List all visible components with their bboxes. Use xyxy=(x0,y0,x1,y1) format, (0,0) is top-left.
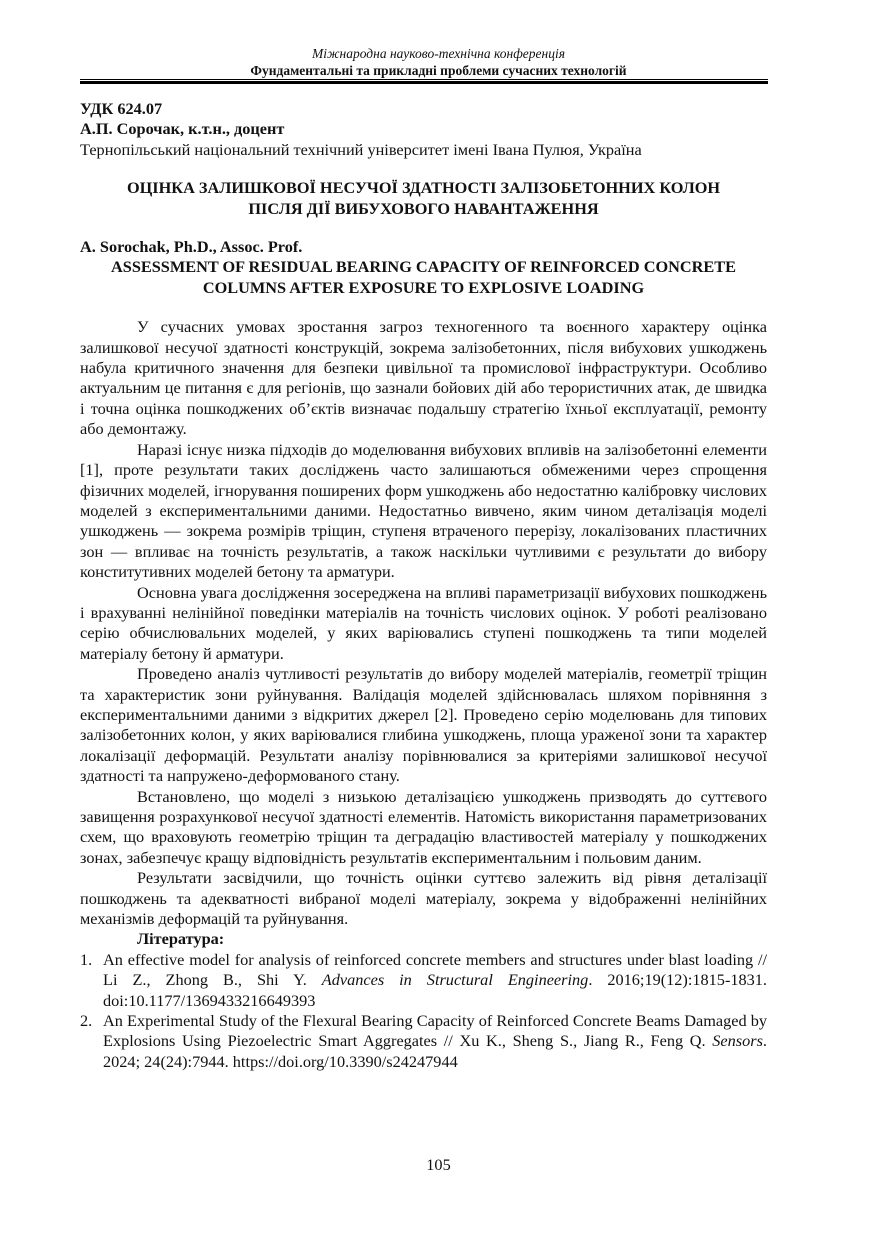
reference-text xyxy=(103,1011,767,1072)
reference-item xyxy=(80,1011,767,1072)
reference-journal: Advances in Structural Engineering xyxy=(321,970,589,990)
reference-text xyxy=(103,950,767,1011)
conference-title: Фундаментальні та прикладні проблеми сучасних технологій xyxy=(250,63,627,78)
paragraph: Основна увага дослідження зосереджена на впливі параметризації вибухових пошкоджень і врахуванні нелінійної поведінки матеріалів на точність числових оцінок. У роботі реалізовано серію обчислювальних моделей, у яких варіювались ступені пошкоджень та типи моделей матеріалу бетону й арматури. xyxy=(80,582,767,663)
reference-text-post: . 2024; 24(24):7944. https://doi.org/10.3390/s24247944 xyxy=(103,1031,767,1071)
author-uk: А.П. Сорочак, к.т.н., доцент xyxy=(80,119,285,139)
title-en-line: ASSESSMENT OF RESIDUAL BEARING CAPACITY OF REINFORCED CONCRETE xyxy=(111,257,736,277)
paragraph: Наразі існує низка підходів до моделювання вибухових впливів на залізобетонні елементи [1], проте результати таких досліджень часто залишаються обмеженими через спрощення фізичних моделей, ігнорування поширених форм ушкоджень або недостатню калібровку числових моделей з експериментальними даними. Недостатньо вивчено, яким чином деталізація моделі ушкоджень — зокрема розмірів тріщин, ступеня втраченого перерізу, локалізованих пластичних зон — впливає на точність результатів, а також наскільки чутливими є результати до вибору конститутивних моделей бетону та арматури. xyxy=(80,439,767,582)
title-uk xyxy=(80,178,767,219)
references-list xyxy=(80,950,767,1072)
title-uk-line: ПІСЛЯ ДІЇ ВИБУХОВОГО НАВАНТАЖЕННЯ xyxy=(248,198,599,218)
page-number: 105 xyxy=(426,1155,451,1174)
abstract-body xyxy=(80,317,767,929)
paragraph: Проведено аналіз чутливості результатів до вибору моделей матеріалів, геометрії тріщин та характеристик зони руйнування. Валідація моделей здійснювалась шляхом порівняння з експериментальними даними з відкритих джерел [2]. Проведено серію моделювань для типових залізобетонних колон, у яких варіювалися глибина ушкоджень, площа ураженої зони та характер локалізації деформацій. Результати аналізу порівнювалися за критеріями залишкової несучої здатності та напружено-деформованого стану. xyxy=(80,664,767,786)
author-en: A. Sorochak, Ph.D., Assoc. Prof. xyxy=(80,237,303,257)
header-rule-thick xyxy=(80,81,768,84)
udk-code: УДК 624.07 xyxy=(80,99,163,118)
reference-number: 1. xyxy=(80,949,93,969)
title-uk-line: ОЦІНКА ЗАЛИШКОВОЇ НЕСУЧОЇ ЗДАТНОСТІ ЗАЛІЗОБЕТОННИХ КОЛОН xyxy=(126,178,721,198)
title-en-line: COLUMNS AFTER EXPOSURE TO EXPLOSIVE LOADING xyxy=(202,277,645,297)
conference-name: Міжнародна науково-технічна конференція xyxy=(311,46,566,61)
reference-item xyxy=(80,950,767,1011)
reference-text-post: . 2016;19(12):1815-1831. doi:10.1177/1369433216649393 xyxy=(103,970,767,1010)
affiliation: Тернопільський національний технічний університет імені Івана Пулюя, Україна xyxy=(80,139,642,159)
paragraph: Встановлено, що моделі з низькою деталізацією ушкоджень призводять до суттєвого завищення розрахункової несучої здатності елементів. Натомість використання параметризованих схем, що враховують геометрію тріщин та деградацію властивостей матеріалу у пошкоджених зонах, забезпечує кращу відповідність результатів експериментальним і польовим даним. xyxy=(80,786,767,867)
reference-journal: Sensors xyxy=(712,1031,763,1051)
paper-body xyxy=(80,99,767,1072)
reference-text-pre: An Experimental Study of the Flexural Bearing Capacity of Reinforced Concrete Beams Damaged by Explosions Using Piezoelectric Smart Aggregates // Xu K., Sheng S., Jiang R., Feng Q. xyxy=(103,1011,767,1051)
header-rule-thin xyxy=(80,79,768,80)
reference-text-pre: An effective model for analysis of reinforced concrete members and structures under blast loading // Li Z., Zhong B., Shi Y. xyxy=(103,949,767,990)
reference-number: 2. xyxy=(80,1011,93,1031)
paragraph: Результати засвідчили, що точність оцінки суттєво залежить від рівня деталізації пошкоджень та адекватності вибраної моделі матеріалу, зокрема у відображенні нелінійних механізмів деформацій та руйнування. xyxy=(80,868,767,929)
paragraph: У сучасних умовах зростання загроз техногенного та воєнного характеру оцінка залишкової несучої здатності конструкцій, зокрема залізобетонних, після вибухових ушкоджень набула критичного значення для безпеки цивільної та промислової інфраструктури. Особливо актуальним це питання є для регіонів, що зазнали бойових дій або терористичних атак, де швидка і точна оцінка пошкоджених об’єктів визначає подальшу стратегію їхньої експлуатації, ремонту або демонтажу. xyxy=(80,317,767,439)
references-heading: Література: xyxy=(137,929,225,949)
title-en xyxy=(80,257,767,298)
